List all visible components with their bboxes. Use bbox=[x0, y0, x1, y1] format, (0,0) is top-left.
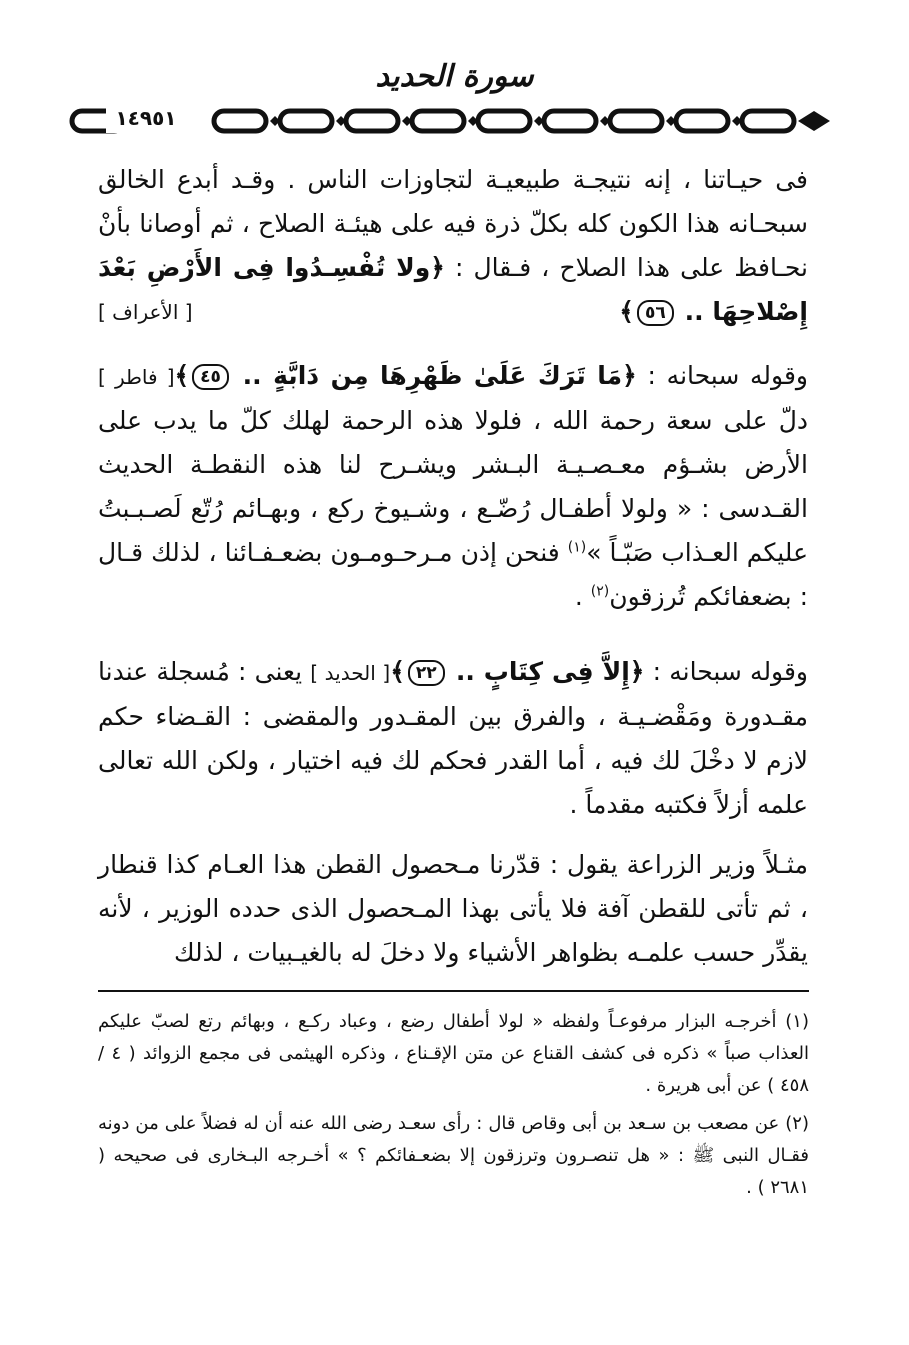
footnotes bbox=[98, 1006, 809, 1210]
ayah-araf: ولا تُفْسِـدُوا فِى الأَرْضِ بَعْدَ إِصْلاحِهَا .. bbox=[98, 253, 808, 326]
page-number: ١٤٩٥١ bbox=[106, 103, 186, 133]
paragraph-2-intro: وقوله سبحانه : bbox=[647, 361, 808, 390]
paragraph-1: فى حيـاتنا ، إنه نتيجـة طبيعيـة لتجاوزات الناس . وقـد أبدع الخالق سبحـانه هذا الكون كله بكلّ ذرة فيه على هيئـة الصلاح ، ثم أوصانا بأنْ نحـافظ على هذا الصلاح ، فـقال : ﴿ولا تُفْسِـدُوا فِى الأَرْضِ بَعْدَ إِصْلاحِهَا .. ٥٦﴾ [ الأعراف ] bbox=[98, 158, 808, 334]
surah-ref-araf: [ الأعراف ] bbox=[98, 300, 193, 324]
footnote-1: (١) أخرجـه البزار مرفوعـاً ولفظه « لولا أطفال رضع ، وعباد ركـع ، وبهائم رتع لصبّ عليكم العذاب صباً » ذكره فى كشف القناع عن متن الإقـناع ، وذكره الهيثمى فى مجمع الزوائد ( ٤ / ٤٥٨ ) عن أبى هريرة . bbox=[98, 1011, 809, 1096]
paragraph-4 bbox=[98, 843, 808, 975]
paragraph-2-text-c: . bbox=[574, 582, 583, 611]
paragraph-3-intro: وقوله سبحانه : bbox=[652, 657, 808, 686]
footnote-marker-1: (١) bbox=[567, 539, 587, 556]
ayah-number-56: ٥٦ bbox=[637, 300, 674, 326]
ayah-fatir: مَا تَرَكَ عَلَىٰ ظَهْرِهَا مِن دَابَّةٍ .. bbox=[242, 361, 623, 390]
paragraph-2-text-a: دلّ على سعة رحمة الله ، فلولا هذه الرحمة لهلك كلّ ما يدب على الأرض بشـؤم معـصـيـة البـشر ويشـرح لنا هذه النقطـة الحديث القـدسى : « ولولا أطفـال رُضّـع ، وشـيوخ ركع ، وبهـائم رُتّع لَصـبـبتُ عليكم العـذاب صَبّـاً » bbox=[98, 406, 808, 567]
paragraph-2-text-b: فنحن إذن مـرحـومـون بضعـفـائنا ، لذلك قـال : بضعفائكم تُرزقون bbox=[98, 538, 808, 611]
ayah-hadid: إِلاَّ فِى كِتَابٍ .. bbox=[455, 657, 630, 686]
paragraph-3: وقوله سبحانه : ﴿إِلاَّ فِى كِتَابٍ .. ٢٢﴾[ الحديد ] يعنى : مُسجلة عندنا مقـدورة ومَقْضـيـة ، والفرق بين المقـدور والمقضى : القـضاء حكم لازم لا دخْلَ لك فيه ، أما القدر فحكم لك فيه اختيار ، ولكن الله تعالى علمه أزلاً فكتبه مقدماً . bbox=[98, 657, 808, 819]
paragraph-1-text: فى حيـاتنا ، إنه نتيجـة طبيعيـة لتجاوزات الناس . وقـد أبدع الخالق سبحـانه هذا الكون كله بكلّ ذرة فيه على هيئـة الصلاح ، ثم أوصانا بأنْ نحـافظ على هذا الصلاح ، فـقال : bbox=[98, 165, 808, 282]
ayah-number-22: ٢٢ bbox=[408, 660, 445, 686]
ayah-number-45: ٤٥ bbox=[192, 364, 229, 390]
footnote-2: (٢) عن مصعب بن سـعد بن أبى وقاص قال : رأى سعـد رضى الله عنه أن له فضلاً على من دونه فقـال النبى ﷺ : « هل تنصـرون وترزقون إلا بضعـفائكم ؟ » أخـرجه البـخارى فى صحيحه ( ٢٦٨١ ) . bbox=[98, 1113, 809, 1198]
surah-title: سورة الحديد bbox=[375, 59, 534, 94]
surah-ref-hadid: [ الحديد ] bbox=[310, 661, 391, 685]
footnote-marker-2: (٢) bbox=[590, 583, 610, 600]
footnote-divider bbox=[98, 990, 809, 992]
surah-ref-fatir: [ فاطر ] bbox=[98, 365, 175, 389]
paragraph-4-text: مثـلاً وزير الزراعة يقول : قدّرنا مـحصول القطن هذا العـام كذا قنطار ، ثم تأتى للقطن آفة فلا يأتى بهذا المـحصول الذى حدده الوزير ، لأنه يقدِّر حسب علمـه بظواهر الأشياء ولا دخلَ له بالغيـبيات ، لذلك bbox=[98, 850, 808, 967]
paragraph-2: وقوله سبحانه : ﴿مَا تَرَكَ عَلَىٰ ظَهْرِهَا مِن دَابَّةٍ .. ٤٥﴾[ فاطر ] دلّ على سعة رحمة الله ، فلولا هذه الرحمة لهلك كلّ ما يدب على الأرض بشـؤم معـصـيـة البـشر ويشـرح لنا هذه النقطـة الحديث القـدسى : « ولولا أطفـال رُضّـع ، وشـيوخ ركع ، وبهـائم رُتّع لَصـبـبتُ عليكم العـذاب صَبّـاً »$^{(١)}$ فنحن إذن مـرحـومـون بضعـفـائنا ، لذلك قـال : بضعفائكم تُرزقون$^{(٢)}$ . bbox=[98, 361, 808, 611]
paragraph-3-text: يعنى : مُسجلة عندنا مقـدورة ومَقْضـيـة ، والفرق بين المقـدور والمقضى : القـضاء حكم لازم لا دخْلَ لك فيه ، أما القدر فحكم لك فيه اختيار ، ولكن الله تعالى علمه أزلاً فكتبه مقدماً . bbox=[98, 657, 808, 819]
